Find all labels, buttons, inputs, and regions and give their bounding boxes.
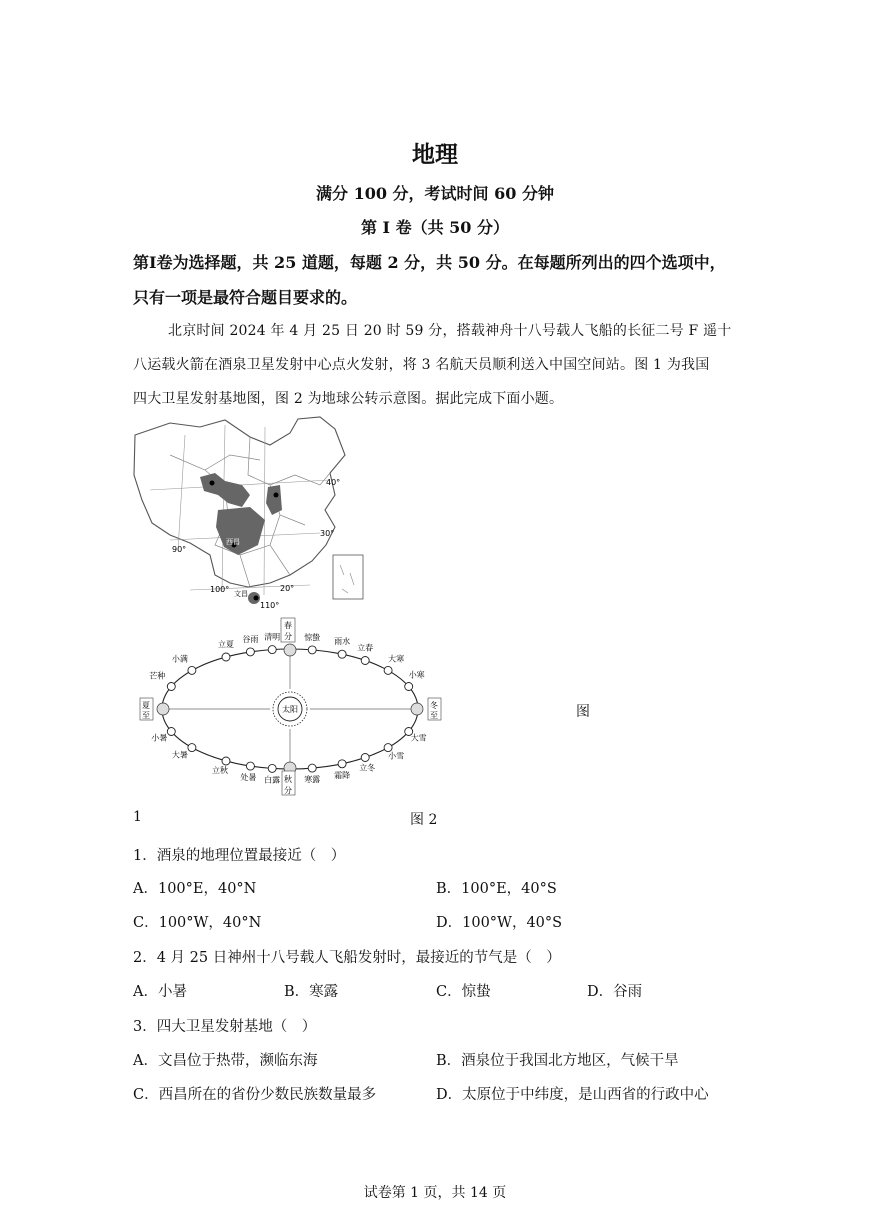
- solar-term-marker: [268, 764, 276, 772]
- question-1-option-c[interactable]: C．100°W，40°N: [133, 915, 262, 931]
- solar-term-label: 谷雨: [242, 634, 259, 644]
- solar-term-marker: [384, 744, 392, 752]
- page-footer: 试卷第 1 页，共 14 页: [363, 1185, 507, 1201]
- question-2-option-a[interactable]: A．小暑: [133, 984, 187, 1000]
- question-3-option-a[interactable]: A．文昌位于热带，濒临东海: [133, 1053, 318, 1069]
- solar-term-label: 小雪: [388, 751, 405, 761]
- autumn-equinox-label-2: 分: [284, 786, 292, 795]
- solar-term-marker: [246, 648, 254, 656]
- solar-term-marker: [167, 683, 175, 691]
- solar-term-marker: [338, 650, 346, 658]
- question-3-stem: 3．四大卫星发射基地（ ）: [133, 1019, 317, 1035]
- passage-line-2: 八运载火箭在酒泉卫星发射中心点火发射，将 3 名航天员顺利送入中国空间站。图 1 为我国: [133, 357, 710, 373]
- lat-30-label: 30°: [320, 529, 335, 538]
- page-title: 地理: [412, 141, 458, 168]
- winter-solstice-label-1: 冬: [430, 701, 438, 710]
- solar-term-marker: [405, 683, 413, 691]
- autumn-equinox-label-1: 秋: [284, 775, 292, 784]
- solar-term-label: 白露: [264, 775, 281, 785]
- earth-orbit-diagram: [130, 616, 455, 801]
- lon-110-label: 110°: [260, 601, 280, 610]
- solar-term-marker: [167, 728, 175, 736]
- solar-term-marker: [246, 762, 254, 770]
- xichang-label: 西昌: [226, 538, 240, 546]
- wenchang-label: 文昌: [234, 590, 248, 598]
- solar-term-marker: [188, 744, 196, 752]
- solar-term-label: 小暑: [151, 733, 168, 743]
- solar-term-marker: [188, 666, 196, 674]
- solar-term-label: 大雪: [410, 733, 427, 743]
- solar-term-label: 大寒: [388, 654, 405, 664]
- question-2-option-d[interactable]: D．谷雨: [587, 984, 643, 1000]
- solar-term-marker: [222, 653, 230, 661]
- figure-label-right: 图: [576, 704, 590, 720]
- solar-term-marker: [361, 657, 369, 665]
- question-3-option-b[interactable]: B．酒泉位于我国北方地区，气候干旱: [436, 1053, 679, 1069]
- sun-icon: [273, 692, 307, 726]
- question-3-option-d[interactable]: D．太原位于中纬度，是山西省的行政中心: [436, 1087, 709, 1103]
- figure-1-label: 1: [133, 809, 142, 825]
- question-1-option-a[interactable]: A．100°E，40°N: [133, 881, 257, 897]
- question-3-option-c[interactable]: C．西昌所在的省份少数民族数量最多: [133, 1087, 377, 1103]
- question-2-stem: 2．4 月 25 日神州十八号载人飞船发射时，最接近的节气是（ ）: [133, 950, 561, 966]
- question-1-stem: 1．酒泉的地理位置最接近（ ）: [133, 848, 346, 864]
- solar-term-marker: [222, 757, 230, 765]
- question-1-option-b[interactable]: B．100°E，40°S: [436, 881, 557, 897]
- solar-term-label: 处暑: [240, 773, 257, 783]
- passage-line-1: 北京时间 2024 年 4 月 25 日 20 时 59 分，搭载神舟十八号载人飞船的长征二号 F 遥十: [168, 323, 732, 339]
- instructions-line-2: 只有一项是最符合题目要求的。: [133, 288, 358, 307]
- instructions-line-1: 第Ⅰ卷为选择题，共 25 道题，每题 2 分，共 50 分。在每题所列出的四个选项中，: [133, 253, 726, 272]
- china-launch-sites-map: [130, 415, 370, 615]
- solar-term-label: 小满: [171, 654, 188, 664]
- exam-info: 满分 100 分，考试时间 60 分钟: [316, 184, 554, 203]
- solar-term-label: 芒种: [149, 671, 166, 681]
- solar-term-label: 小寒: [408, 670, 425, 680]
- solar-term-label: 清明: [264, 632, 281, 642]
- lon-100-label: 100°: [210, 585, 230, 594]
- spring-equinox-label-1: 春: [284, 621, 292, 630]
- solar-term-label: 霜降: [334, 770, 351, 780]
- summer-solstice-label-2: 至: [142, 711, 150, 720]
- section-heading: 第 I 卷（共 50 分）: [360, 218, 510, 237]
- question-1-option-d[interactable]: D．100°W，40°S: [436, 915, 563, 931]
- solar-term-marker: [308, 646, 316, 654]
- spring-equinox-label-2: 分: [284, 632, 292, 641]
- solar-term-label: 立夏: [218, 640, 234, 649]
- lon-90-label: 90°: [172, 545, 187, 554]
- winter-solstice-label-2: 至: [430, 711, 438, 720]
- lat-40-label: 40°: [326, 478, 341, 487]
- solar-term-label: 大暑: [171, 750, 188, 760]
- summer-solstice-label-1: 夏: [142, 701, 150, 710]
- solar-term-label: 立春: [357, 643, 374, 653]
- solar-term-marker: [361, 754, 369, 762]
- solar-term-label: 立秋: [212, 766, 228, 775]
- solar-term-marker: [338, 760, 346, 768]
- solar-term-label: 惊蛰: [304, 632, 321, 642]
- solar-term-label: 雨水: [334, 637, 351, 647]
- lat-20-label: 20°: [280, 584, 295, 593]
- figure-2-label: 图 2: [410, 812, 438, 828]
- solar-term-marker: [308, 764, 316, 772]
- passage-line-3: 四大卫星发射基地图，图 2 为地球公转示意图。据此完成下面小题。: [133, 391, 564, 407]
- question-2-option-b[interactable]: B．寒露: [284, 984, 339, 1000]
- solar-term-marker: [384, 666, 392, 674]
- solar-term-marker: [268, 646, 276, 654]
- question-2-option-c[interactable]: C．惊蛰: [436, 984, 491, 1000]
- solar-term-label: 寒露: [304, 775, 321, 785]
- sun-label: 太阳: [282, 705, 298, 714]
- solar-term-label: 立冬: [359, 763, 376, 773]
